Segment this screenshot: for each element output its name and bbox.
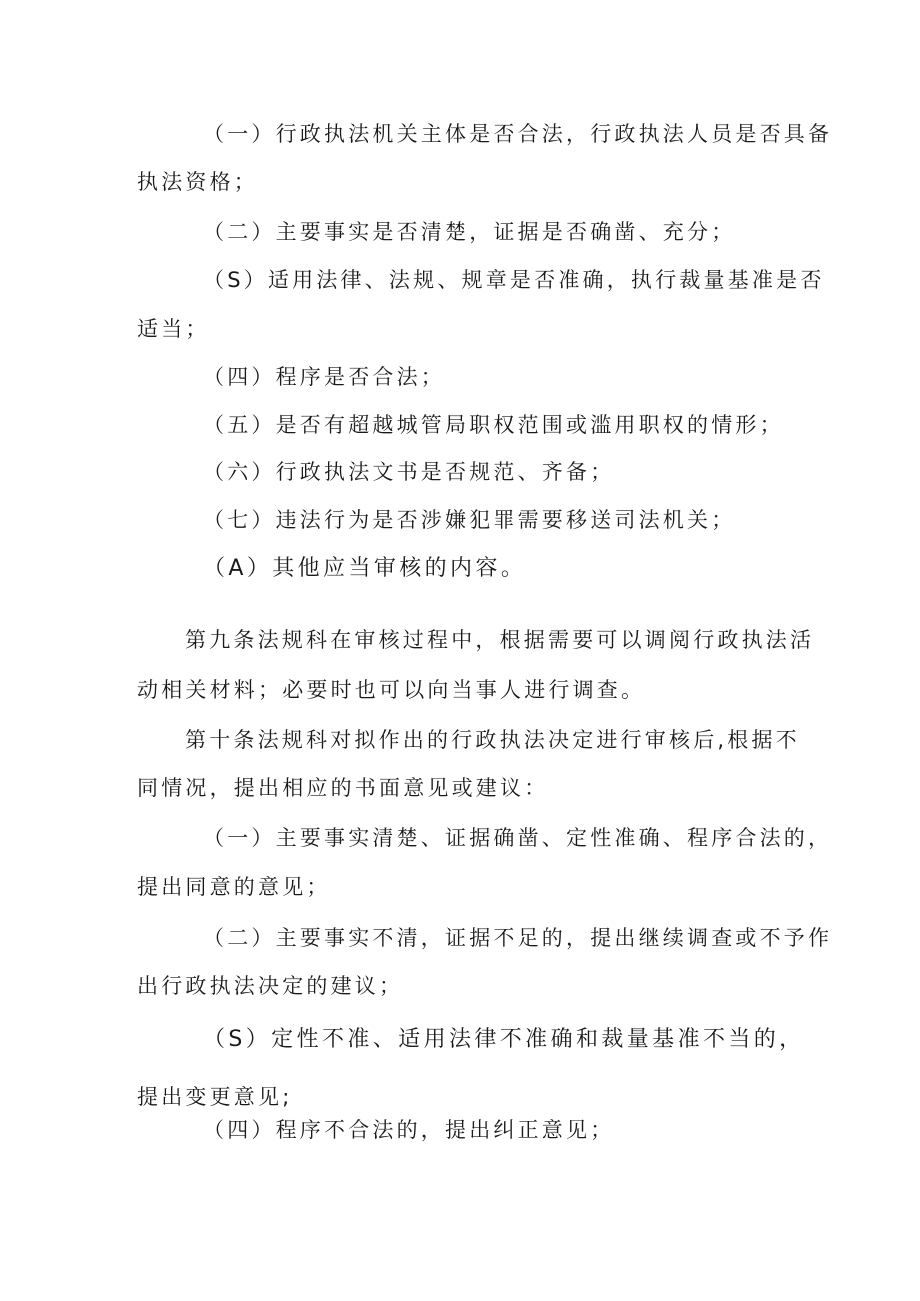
- article-10-line-1: 第十条法规科对拟作出的行政执法决定进行审核后,根据不: [185, 728, 800, 752]
- article-10-line-2: 同情况，提出相应的书面意见或建议：: [137, 776, 549, 800]
- item-7: （七）违法行为是否涉嫌犯罪需要移送司法机关；: [203, 508, 736, 532]
- decision-item-1-line-2: 提出同意的意见；: [137, 875, 331, 899]
- item-5: （五）是否有超越城管局职权范围或滥用职权的情形；: [203, 413, 784, 437]
- item-3-line-2: 适当；: [137, 317, 210, 341]
- decision-item-3-line-1: （S）定性不准、适用法律不准确和裁量基准不当的，: [203, 1027, 805, 1052]
- item-2: （二）主要事实是否清楚，证据是否确凿、充分；: [203, 220, 736, 244]
- article-9-line-2: 动相关材料；必要时也可以向当事人进行调查。: [137, 678, 646, 702]
- item-6: （六）行政执法文书是否规范、齐备；: [203, 460, 615, 484]
- decision-item-1-line-1: （一）主要事实清楚、证据确凿、定性准确、程序合法的，: [203, 826, 833, 850]
- item-8: （A）其他应当审核的内容。: [203, 556, 527, 581]
- item-3-line-1: （S）适用法律、法规、规章是否准确，执行裁量基准是否: [203, 268, 825, 292]
- item-4: （四）程序是否合法；: [203, 365, 445, 389]
- decision-item-4: （四）程序不合法的，提出纠正意见；: [203, 1118, 615, 1142]
- decision-item-3-line-2: 提出变更意见;: [137, 1085, 293, 1109]
- item-1-line-1: （一）行政执法机关主体是否合法，行政执法人员是否具备: [203, 122, 833, 146]
- decision-item-2-line-2: 出行政执法决定的建议；: [137, 974, 404, 998]
- article-9-line-1: 第九条法规科在审核过程中，根据需要可以调阅行政执法活: [185, 628, 815, 652]
- item-1-line-2: 执法资格；: [137, 170, 258, 194]
- decision-item-2-line-1: （二）主要事实不清，证据不足的，提出继续调查或不予作: [203, 926, 833, 950]
